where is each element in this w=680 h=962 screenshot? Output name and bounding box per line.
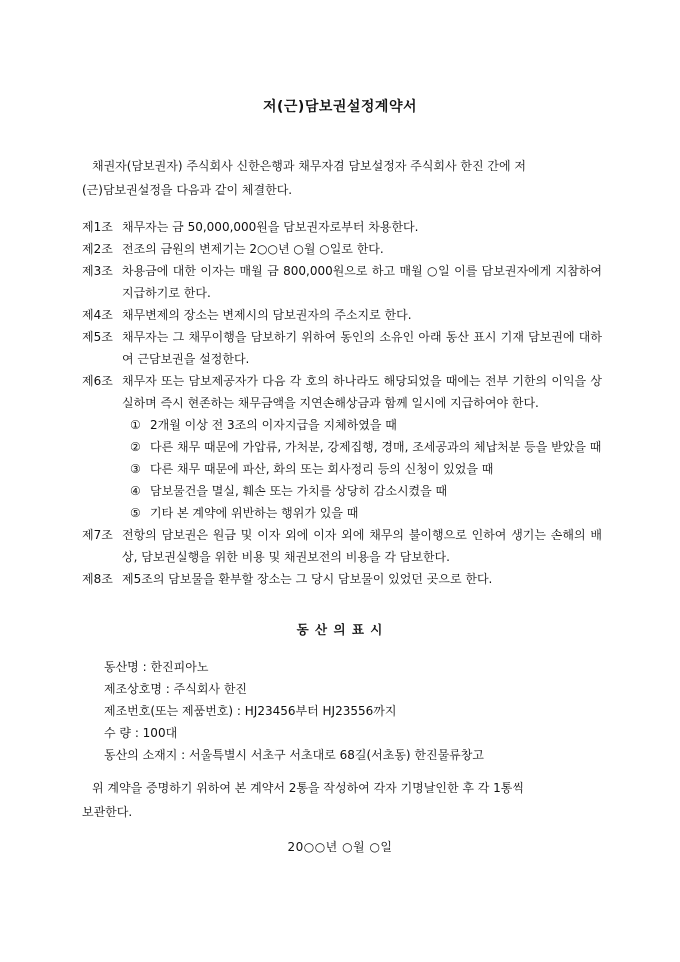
- closing-line-1: 위 계약을 증명하기 위하여 본 계약서 2통을 작성하여 각자 기명날인한 후 각 1통씩: [92, 781, 524, 795]
- property-name: 동산명 : 한진피아노: [104, 660, 209, 674]
- intro-line-2: (근)담보권설정을 다음과 같이 체결한다.: [82, 183, 293, 197]
- article-5: [82, 326, 602, 370]
- article-text: 채무변제의 장소는 변제시의 담보권자의 주소지로 한다.: [122, 308, 412, 322]
- article-6-item-1: [130, 414, 602, 436]
- article-text: 차용금에 대한 이자는 매월 금 800,000원으로 하고 매월 ○일 이를 담보권자에게 지참하여 지급하기로 한다.: [122, 264, 602, 300]
- article-number: 제5조: [82, 330, 113, 344]
- property-section-title: 동 산 의 표 시: [296, 622, 384, 637]
- item-mark: ⑤: [130, 506, 141, 520]
- manufacturer: 제조상호명 : 주식회사 한진: [104, 682, 247, 696]
- article-6-item-3: [130, 458, 602, 480]
- article-4: [82, 304, 602, 326]
- item-mark: ④: [130, 484, 141, 498]
- serial-number: 제조번호(또는 제품번호) : HJ23456부터 HJ23556까지: [104, 704, 397, 718]
- item-text: 담보물건을 멸실, 훼손 또는 가치를 상당히 감소시켰을 때: [150, 484, 448, 498]
- closing-paragraph: [82, 776, 602, 824]
- item-mark: ①: [130, 418, 141, 432]
- intro-paragraph: [82, 154, 602, 202]
- contract-date: 20○○년 ○월 ○일: [287, 840, 393, 854]
- article-number: 제2조: [82, 242, 113, 256]
- article-text: 채무자 또는 담보제공자가 다음 각 호의 하나라도 해당되었을 때에는 전부 기한의 이익을 상실하며 즉시 현존하는 채무금액을 지연손해상금과 함께 일시에 지급하여야 한다.: [122, 374, 602, 410]
- article-number: 제7조: [82, 528, 113, 542]
- article-1: [82, 216, 602, 238]
- closing-line-2: 보관한다.: [82, 805, 133, 819]
- intro-line-1: 채권자(담보권자) 주식회사 신한은행과 채무자겸 담보설정자 주식회사 한진 간에 저: [92, 159, 527, 173]
- article-number: 제1조: [82, 220, 113, 234]
- article-text: 전항의 담보권은 원금 및 이자 외에 이자 외에 채무의 불이행으로 인하여 생기는 손해의 배상, 담보권실행을 위한 비용 및 채권보전의 비용을 각 담보한다.: [122, 528, 602, 564]
- item-text: 기타 본 계약에 위반하는 행위가 있을 때: [150, 506, 359, 520]
- article-number: 제6조: [82, 374, 113, 388]
- article-text: 채무자는 그 채무이행을 담보하기 위하여 동인의 소유인 아래 동산 표시 기재 담보권에 대하여 근담보권을 설정한다.: [122, 330, 602, 366]
- item-text: 다른 채무 때문에 파산, 화의 또는 회사정리 등의 신청이 있었을 때: [150, 462, 494, 476]
- article-number: 제3조: [82, 264, 113, 278]
- item-text: 2개월 이상 전 3조의 이자지급을 지체하였을 때: [150, 418, 397, 432]
- article-6: [82, 370, 602, 414]
- articles-list: [82, 216, 602, 590]
- article-6-items: [130, 414, 602, 524]
- article-3: [82, 260, 602, 304]
- article-text: 전조의 금원의 변제기는 2○○년 ○월 ○일로 한다.: [122, 242, 384, 256]
- quantity: 수 량 : 100대: [104, 726, 178, 740]
- property-location: 동산의 소재지 : 서울특별시 서초구 서초대로 68길(서초동) 한진물류창고: [104, 748, 484, 762]
- article-number: 제8조: [82, 572, 113, 586]
- article-7: [82, 524, 602, 568]
- item-mark: ③: [130, 462, 141, 476]
- article-text: 제5조의 담보물을 환부할 장소는 그 당시 담보물이 있었던 곳으로 한다.: [122, 572, 493, 586]
- article-text: 채무자는 금 50,000,000원을 담보권자로부터 차용한다.: [122, 220, 419, 234]
- article-2: [82, 238, 602, 260]
- article-6-item-4: [130, 480, 602, 502]
- item-mark: ②: [130, 440, 141, 454]
- article-6-item-5: [130, 502, 602, 524]
- article-8: [82, 568, 602, 590]
- item-text: 다른 채무 때문에 가압류, 가처분, 강제집행, 경매, 조세공과의 체납처분 등을 받았을 때: [150, 440, 602, 454]
- property-details: [104, 656, 584, 766]
- article-number: 제4조: [82, 308, 113, 322]
- article-6-item-2: [130, 436, 602, 458]
- document-title: 저(근)담보권설정계약서: [262, 99, 418, 115]
